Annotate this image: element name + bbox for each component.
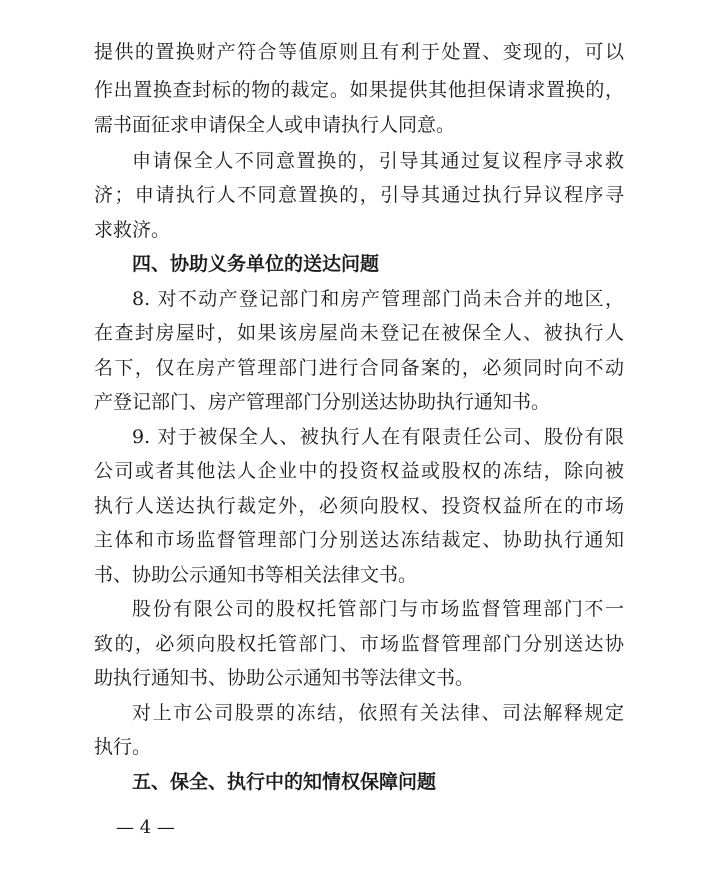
- text-line: 产登记部门、房产管理部门分别送达协助执行通知书。: [94, 391, 551, 413]
- text-line: 致的，必须向股权托管部门、市场监督管理部门分别送达协: [94, 633, 624, 655]
- text-line: 在查封房屋时，如果该房屋尚未登记在被保全人、被执行人: [94, 322, 624, 344]
- section-heading: 五、保全、执行中的知情权保障问题: [132, 771, 437, 793]
- text-line: 书、协助公示通知书等相关法律文书。: [94, 564, 418, 586]
- section-heading: 四、协助义务单位的送达问题: [132, 253, 380, 275]
- text-line: 济；申请执行人不同意置换的，引导其通过执行异议程序寻: [94, 184, 624, 206]
- text-line: 提供的置换财产符合等值原则且有利于处置、变现的，可以: [94, 41, 624, 63]
- page-number: — 4 —: [116, 817, 175, 838]
- text-line: 求救济。: [94, 219, 171, 241]
- text-line: 执行。: [94, 736, 152, 758]
- text-line: 执行人送达执行裁定外，必须向股权、投资权益所在的市场: [94, 495, 624, 517]
- text-line: 需书面征求申请保全人或申请执行人同意。: [94, 114, 456, 136]
- paragraph-first-line: 对上市公司股票的冻结，依照有关法律、司法解释规定: [132, 702, 624, 724]
- text-line: 公司或者其他法人企业中的投资权益或股权的冻结，除向被: [94, 460, 624, 482]
- paragraph-first-line: 申请保全人不同意置换的，引导其通过复议程序寻求救: [132, 150, 624, 172]
- text-line: 主体和市场监督管理部门分别送达冻结裁定、协助执行通知: [94, 529, 624, 551]
- paragraph-first-line: 9. 对于被保全人、被执行人在有限责任公司、股份有限: [132, 426, 624, 448]
- text-line: 作出置换查封标的物的裁定。如果提供其他担保请求置换的，: [94, 79, 624, 101]
- text-line: 助执行通知书、协助公示通知书等法律文书。: [94, 667, 475, 689]
- text-line: 名下，仅在房产管理部门进行合同备案的，必须同时向不动: [94, 357, 624, 379]
- paragraph-first-line: 股份有限公司的股权托管部门与市场监督管理部门不一: [132, 598, 624, 620]
- paragraph-first-line: 8. 对不动产登记部门和房产管理部门尚未合并的地区，: [132, 288, 624, 310]
